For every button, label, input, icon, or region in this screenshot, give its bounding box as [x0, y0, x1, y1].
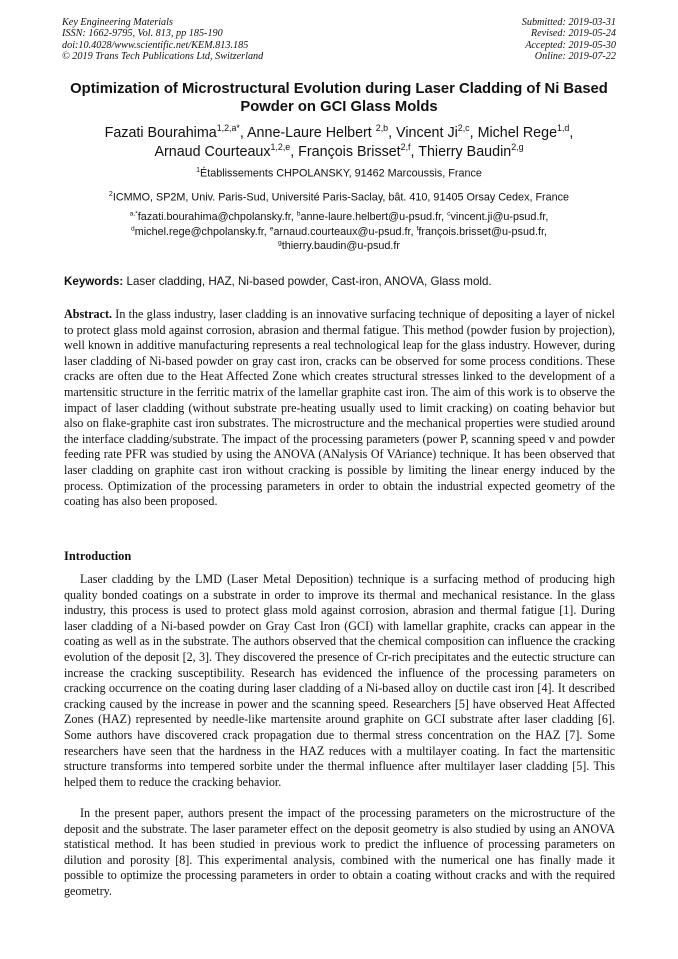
author [247, 125, 388, 141]
author [154, 144, 290, 160]
paper-title: Optimization of Microstructural Evolution during Laser Cladding of Ni Based Powder on GCI Glass Molds [70, 81, 608, 115]
author-name: Michel Rege [477, 125, 558, 141]
author-name: Thierry Baudin [418, 144, 512, 160]
email[interactable]: $^{a,*}$fazati.bourahima@chpolansky.fr [129, 210, 291, 223]
author [478, 125, 570, 141]
email-list: $^{a,*}$fazati.bourahima@chpolansky.fr, $^b$anne-laure.helbert@u-psud.fr, $^c$vincent.ji@u-psud.fr, $^d$michel.rege@chpolansky.fr, $^e$arnaud.courteaux@u-psud.fr, $^f$françois.brisset@u-psud.fr, $^g$thierry.baudin@u-psud.fr [129, 210, 549, 252]
affiliation-text: Établissements CHPOLANSKY, 91462 Marcoussis, France [200, 167, 482, 180]
author-sup: 1,2,a* [216, 123, 240, 134]
author-sup: 1,d [557, 123, 570, 134]
issn-line: ISSN: 1662-9795, Vol. 813, pp 185-190 [62, 28, 223, 40]
author [105, 125, 240, 141]
affiliation-2 [40, 191, 638, 204]
author-sup: 2,c [457, 123, 470, 134]
accepted-date: Accepted: 2019-05-30 [525, 39, 616, 51]
affiliation-sup: 2 [108, 191, 113, 198]
journal-name: Key Engineering Materials [62, 17, 173, 28]
journal-info [62, 17, 263, 62]
abstract-text: In the glass industry, laser cladding is an innovative surfacing technique of depositing a layer of nickel to protect glass mold against corrosion, abrasion and thermal fatigue. This method (powder fusion by projection), well known in additive manufacturing represents a real technological leap for the glass industry. However, during laser cladding of Ni-based powder on gray cast iron, cracks can be observed for some process conditions. These cracks are often due to the Heat Affected Zone which creates structural stresses linked to the development of a martensitic structure in the ferritic matrix of the lamellar graphite cast iron. The aim of this work is to observe the impact of laser cladding (without substrate pre-heating usually used to limit cracking) on coating behavior but also on flake-graphite cast iron substrates. The microstructure and the mechanical properties were studied around the interface cladding/substrate. The impact of the processing parameters (power P, scanning speed v and powder feeding rate PFR was studied by using the ANOVA (ANalysis Of VAriance) technique. It has been observed that laser cladding on graphite cast iron without cracking is possible by limiting the linear energy induced by the process. Optimization of the processing parameters in order to obtain the industrial expected geometry of the coating has also been proposed. [64, 307, 615, 509]
online-date: Online: 2019-07-22 [534, 50, 616, 62]
abstract [64, 307, 615, 510]
email[interactable]: $^c$vincent.ji@u-psud.fr [447, 210, 546, 223]
author-name: Arnaud Courteaux [154, 144, 271, 160]
keywords-text: Laser cladding, HAZ, Ni-based powder, Cast-iron, ANOVA, Glass mold. [126, 275, 492, 288]
author [418, 144, 523, 160]
author [298, 144, 410, 160]
email[interactable]: $^f$françois.brisset@u-psud.fr [416, 224, 544, 238]
author-sup: 2,f [400, 142, 411, 153]
author-name: Fazati Bourahima [104, 125, 217, 141]
section-heading-introduction: Introduction [64, 549, 132, 563]
author-name: Anne-Laure Helbert [247, 125, 372, 141]
affiliation-1 [40, 167, 638, 180]
revised-date: Revised: 2019-05-24 [530, 28, 616, 40]
affiliation-text: ICMMO, SP2M, Univ. Paris-Sud, Université Paris-Saclay, bât. 410, 91405 Orsay Cedex, France [112, 191, 570, 204]
intro-paragraph-2: In the present paper, authors present the impact of the processing parameters on the microstructure of the deposit and the substrate. The laser parameter effect on the deposit geometry is also studied by using an ANOVA statistical method. It has been studied in previous work to predict the influence of processing parameters on dilution and porosity [8]. This experimental analysis, combined with the numerical one has finally made it possible to optimize the processing parameters in order to obtain a coating without cracks and with the required geometry. [64, 806, 615, 898]
author-name: Vincent Ji [396, 125, 458, 141]
copyright-line: © 2019 Trans Tech Publications Ltd, Switzerland [62, 50, 264, 62]
author-sup: 2,b [375, 123, 389, 134]
author [396, 125, 470, 141]
keywords [64, 275, 618, 288]
affiliation-sup: 1 [196, 167, 201, 174]
email[interactable]: $^e$arnaud.courteaux@u-psud.fr [269, 224, 411, 238]
author-sup: 1,2,e [270, 142, 291, 153]
email[interactable]: $^d$michel.rege@chpolansky.fr [131, 224, 264, 238]
doi-line: doi:10.4028/www.scientific.net/KEM.813.185 [62, 39, 249, 51]
keywords-label: Keywords: [64, 275, 124, 288]
submitted-date: Submitted: 2019-03-31 [521, 17, 616, 28]
dates-info [522, 17, 616, 62]
email[interactable]: $^b$anne-laure.helbert@u-psud.fr [296, 210, 442, 223]
author-list: Fazati Bourahima$^{1,2,a*}$, Anne-Laure Helbert $^{2,b}$, Vincent Ji$^{2,c}$, Michel Rege$^{1,d}$, Arnaud Courteaux$^{1,2,e}$, François Brisset$^{2,f}$, Thierry Baudin$^{2,g}$ [104, 123, 574, 160]
email[interactable]: $^g$thierry.baudin@u-psud.fr [278, 239, 400, 252]
abstract-label: Abstract. [64, 307, 113, 321]
author-sup: 2,g [511, 142, 524, 153]
intro-paragraph-1: Laser cladding by the LMD (Laser Metal Deposition) technique is a surfacing method of producing high quality bonded coatings on a substrate in order to improve its thermal and mechanical resistance. In the glass industry, this process is used to protect glass mold against corrosion, abrasion and thermal fatigue [1]. During laser cladding of a Ni-based powder on Gray Cast Iron (GCI) with lamellar graphite, cracks can appear in the coating as well as in the substrate. The authors observed that the chemical composition can influence the cracking evolution of the deposit [2, 3]. They discovered the presence of Cr-rich precipitates and the eutectic structure can increase the cracking susceptibility. Research has evidenced the influence of the processing parameters on cracking occurrence on the coating during laser cladding of a Ni-based alloy on ductile cast iron [4]. It described cracking caused by the increase in power and the scanning speed. Researchers [5] have observed Heat Affected Zones (HAZ) represented by needle-like martensite around graphite on GCI substrate after laser cladding [6]. Some authors have discovered crack propagation due to thermal stress concentration on the HAZ [7]. Some researchers have seen that the hardness in the HAZ reduces with a multilayer coating. In fact the martensitic structure transforms into tempered sorbite under the thermal influence after multilayer laser cladding [5]. This helped them to reduce the cracking behavior. [64, 572, 615, 789]
author-name: François Brisset [298, 144, 401, 160]
